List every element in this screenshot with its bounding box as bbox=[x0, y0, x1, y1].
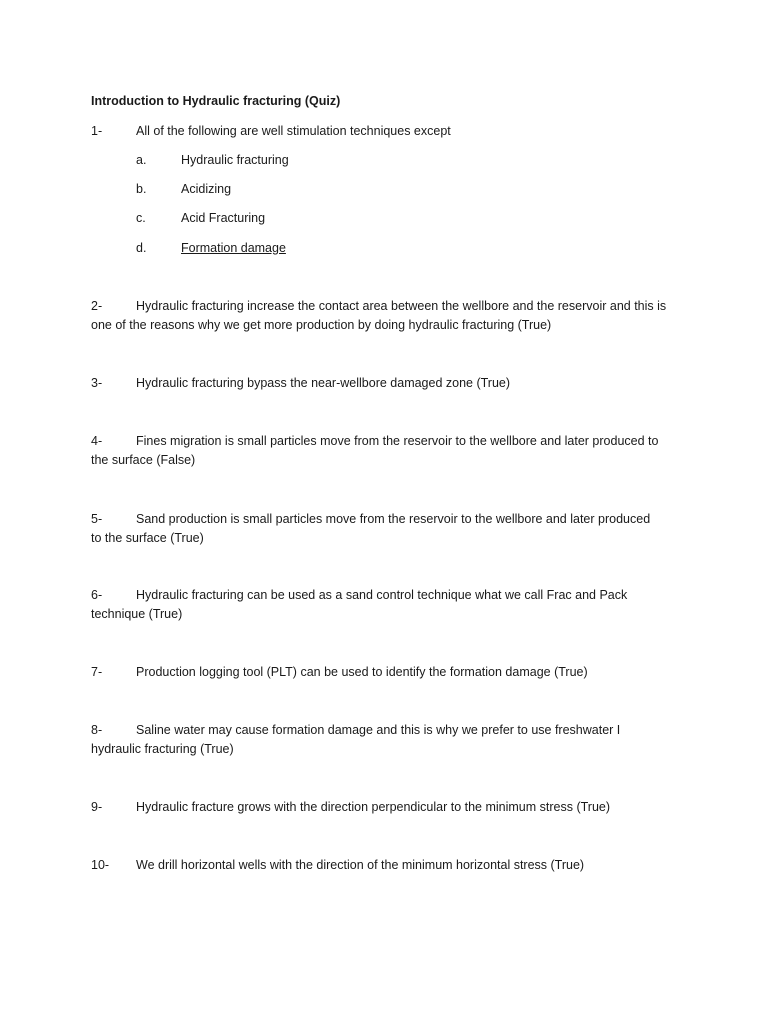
option-text: Acid Fracturing bbox=[181, 211, 266, 225]
option-b bbox=[136, 181, 231, 198]
option-d bbox=[136, 240, 286, 257]
question-number: 7- bbox=[91, 665, 103, 679]
option-letter: a. bbox=[136, 153, 147, 167]
question-text: Hydraulic fracture grows with the direction perpendicular to the minimum stress (True) bbox=[136, 800, 611, 814]
option-c bbox=[136, 210, 265, 227]
question-9 bbox=[91, 798, 683, 817]
question-text-continued: one of the reasons why we get more production by doing hydraulic fracturing (True) bbox=[91, 318, 552, 332]
question-number: 8- bbox=[91, 723, 103, 737]
question-text: Fines migration is small particles move from the reservoir to the wellbore and later produced to bbox=[136, 434, 659, 448]
question-text: Hydraulic fracturing bypass the near-wellbore damaged zone (True) bbox=[136, 376, 511, 390]
question-number: 2- bbox=[91, 299, 103, 313]
question-number: 5- bbox=[91, 512, 103, 526]
question-number: 6- bbox=[91, 588, 103, 602]
question-text-continued: technique (True) bbox=[91, 607, 183, 621]
question-number: 9- bbox=[91, 800, 103, 814]
question-number: 10- bbox=[91, 858, 110, 872]
question-text: All of the following are well stimulation techniques except bbox=[136, 124, 451, 138]
question-6 bbox=[91, 586, 683, 624]
question-number: 3- bbox=[91, 376, 103, 390]
question-2 bbox=[91, 297, 683, 335]
question-10 bbox=[91, 856, 683, 875]
question-3 bbox=[91, 374, 683, 393]
question-4 bbox=[91, 432, 683, 470]
question-text: Production logging tool (PLT) can be used to identify the formation damage (True) bbox=[136, 665, 588, 679]
question-text: Saline water may cause formation damage and this is why we prefer to use freshwater I bbox=[136, 723, 621, 737]
question-8 bbox=[91, 721, 683, 759]
question-5 bbox=[91, 510, 683, 548]
option-text-correct-answer: Formation damage bbox=[181, 241, 286, 255]
option-text: Acidizing bbox=[181, 182, 232, 196]
option-text: Hydraulic fracturing bbox=[181, 153, 289, 167]
question-7 bbox=[91, 663, 683, 682]
option-letter: d. bbox=[136, 241, 147, 255]
question-number: 1- bbox=[91, 124, 103, 138]
question-number: 4- bbox=[91, 434, 103, 448]
question-text: Hydraulic fracturing can be used as a sand control technique what we call Frac and Pack bbox=[136, 588, 628, 602]
question-text-continued: the surface (False) bbox=[91, 453, 196, 467]
question-text: Sand production is small particles move from the reservoir to the wellbore and later produced bbox=[136, 512, 651, 526]
option-a bbox=[136, 152, 289, 169]
question-text-continued: hydraulic fracturing (True) bbox=[91, 742, 234, 756]
document-title: Introduction to Hydraulic fracturing (Quiz) bbox=[91, 94, 341, 108]
question-text: We drill horizontal wells with the direction of the minimum horizontal stress (True) bbox=[136, 858, 585, 872]
option-letter: c. bbox=[136, 211, 146, 225]
question-1 bbox=[91, 122, 683, 141]
question-text-continued: to the surface (True) bbox=[91, 531, 204, 545]
question-text: Hydraulic fracturing increase the contact area between the wellbore and the reservoir and this is bbox=[136, 299, 667, 313]
option-letter: b. bbox=[136, 182, 147, 196]
